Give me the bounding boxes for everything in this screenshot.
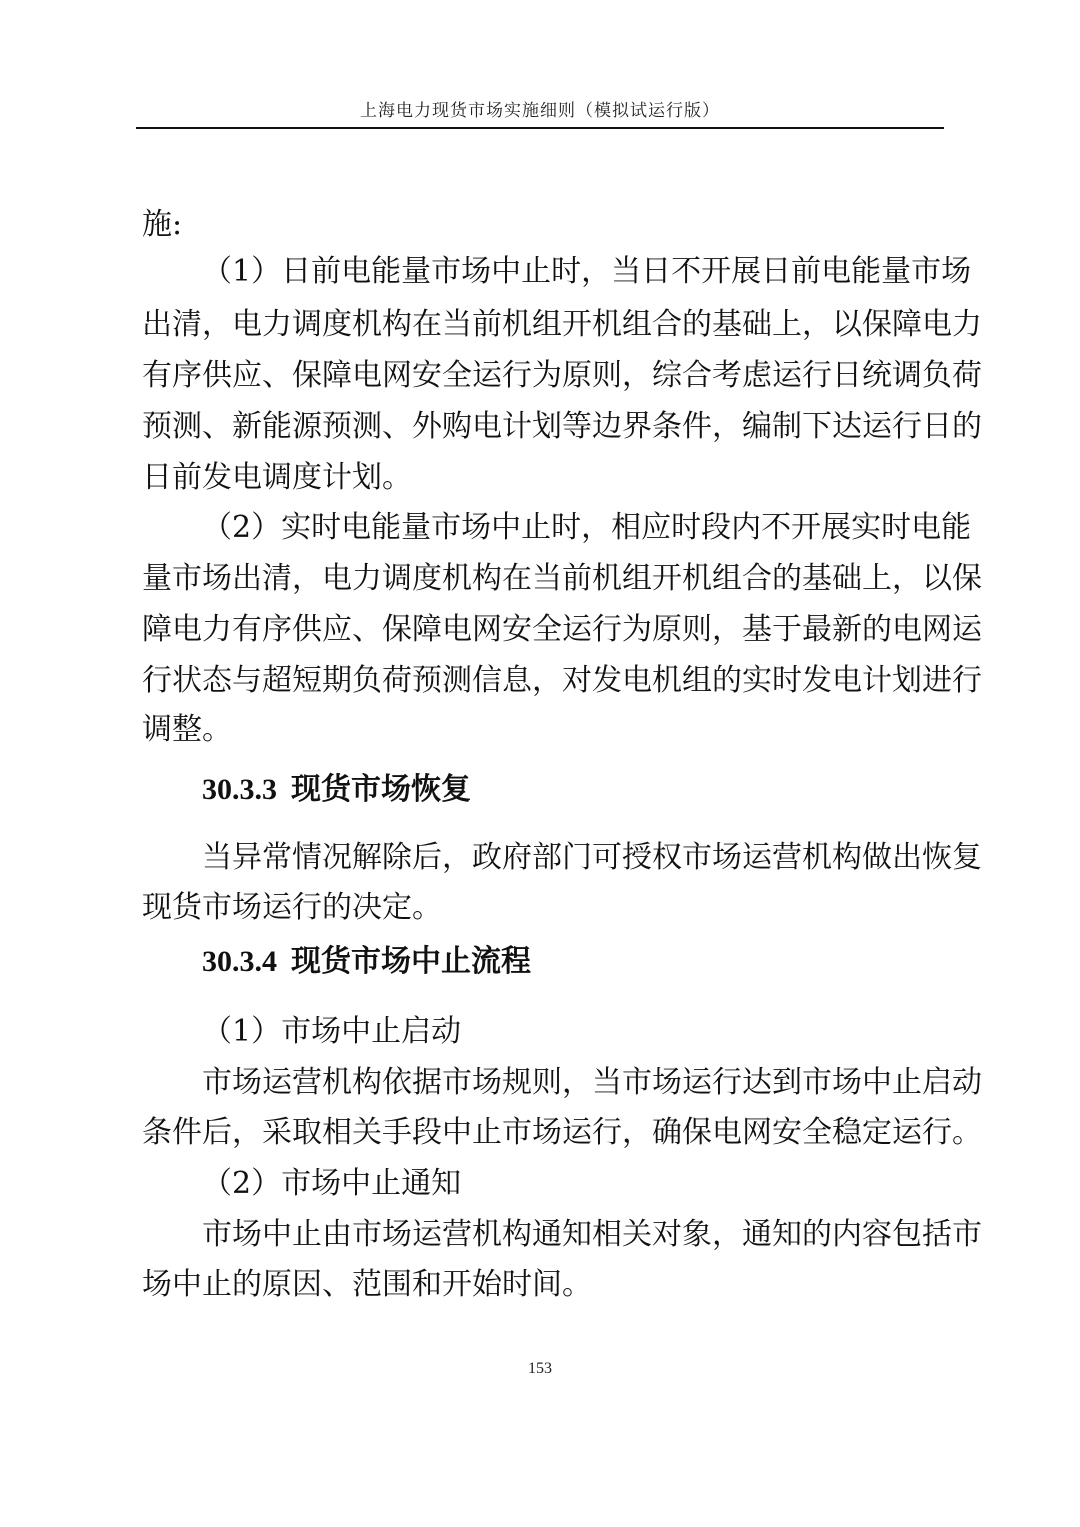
section-title: 现货市场中止流程 (291, 944, 531, 979)
page-number: 153 (528, 1360, 552, 1377)
body-line-5: 预测、新能源预测、外购电计划等边界条件，编制下达运行日的 (142, 409, 982, 444)
body-line-11: 调整。 (142, 712, 232, 747)
body-line-4: 有序供应、保障电网安全运行为原则，综合考虑运行日统调负荷 (142, 358, 982, 393)
body-line-18: 市场中止由市场运营机构通知相关对象，通知的内容包括市 (202, 1217, 982, 1252)
body-line-13: 现货市场运行的决定。 (142, 890, 442, 925)
body-line-12: 当异常情况解除后，政府部门可授权市场运营机构做出恢复 (202, 840, 982, 875)
body-line-7: （2）实时电能量市场中止时，相应时段内不开展实时电能 (202, 510, 972, 545)
section-heading-30-3-3 (202, 770, 471, 810)
body-line-17: （2）市场中止通知 (202, 1166, 462, 1201)
section-number: 30.3.3 (202, 773, 277, 806)
body-line-8: 量市场出清，电力调度机构在当前机组开机组合的基础上，以保 (142, 561, 982, 596)
body-line-2: （1）日前电能量市场中止时，当日不开展日前电能量市场 (202, 254, 972, 289)
section-number: 30.3.4 (202, 945, 277, 978)
body-line-1: 施: (142, 207, 183, 242)
body-line-10: 行状态与超短期负荷预测信息，对发电机组的实时发电计划进行 (142, 663, 982, 698)
body-line-15: 市场运营机构依据市场规则，当市场运行达到市场中止启动 (202, 1065, 982, 1100)
running-header: 上海电力现货市场实施细则（模拟试运行版） (360, 101, 720, 121)
body-line-3: 出清，电力调度机构在当前机组开机组合的基础上，以保障电力 (142, 307, 982, 342)
body-line-9: 障电力有序供应、保障电网安全运行为原则，基于最新的电网运 (142, 612, 982, 647)
header-rule (136, 127, 944, 129)
body-line-19: 场中止的原因、范围和开始时间。 (142, 1267, 592, 1302)
section-title: 现货市场恢复 (291, 772, 471, 807)
body-line-16: 条件后，采取相关手段中止市场运行，确保电网安全稳定运行。 (142, 1115, 982, 1150)
section-heading-30-3-4 (202, 942, 531, 982)
body-line-14: （1）市场中止启动 (202, 1014, 462, 1049)
body-line-6: 日前发电调度计划。 (142, 460, 412, 495)
